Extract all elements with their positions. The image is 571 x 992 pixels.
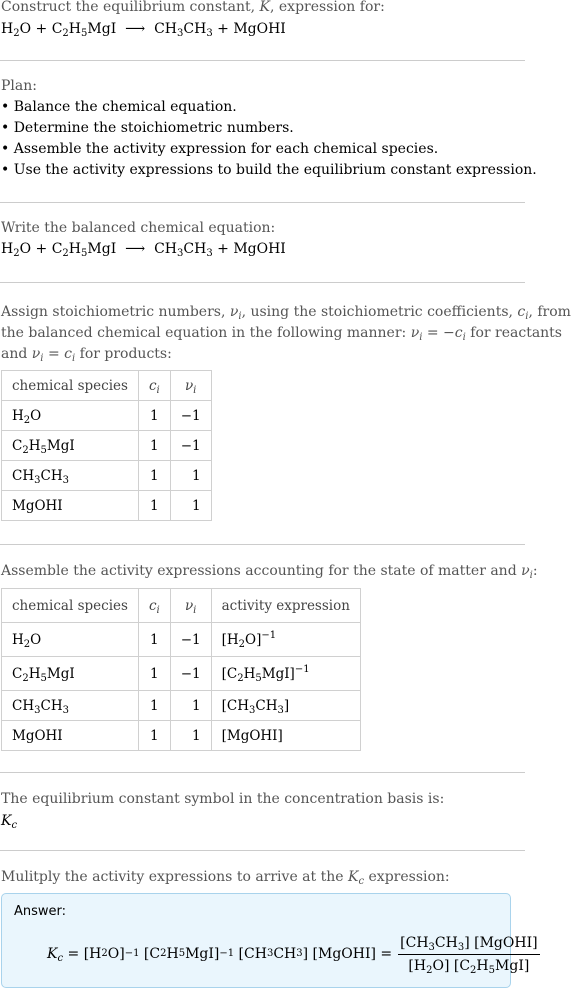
c-cell: 1 [138,491,170,521]
divider [0,282,525,283]
answer-fraction [398,935,539,974]
table-row [2,657,361,691]
column-header: chemical species [2,371,139,401]
nu-cell: 1 [170,721,211,751]
column-header: $\nu_i$ [170,589,211,623]
table-row [2,491,212,521]
column-header: activity expression [211,589,360,623]
stoich-text: the balanced chemical equation in the following manner: [1,325,411,341]
activity-text: Assemble the activity expressions accounting for the state of matter and [1,563,522,579]
column-header: chemical species [2,589,139,623]
stoich-line-1 [1,302,571,323]
kc-symbol: $K_c$ [1,813,18,831]
divider [0,772,525,773]
species-cell: $C_2H_5MgI$ [2,657,139,691]
species-cell: $H_2O$ [2,401,139,431]
multiply-title [1,867,450,888]
divider [0,544,525,545]
table-row [2,721,361,751]
nu-cell: −1 [170,623,211,657]
fraction-denominator: $[H_2O]$ $[C_2H_5MgI]$ [408,957,530,976]
column-header: $\nu_i$ [170,371,211,401]
symbol-title: The equilibrium constant symbol in the concentration basis is: [1,791,445,807]
table-header-row [2,371,212,401]
table-row [2,691,361,721]
column-header: $c_i$ [138,371,170,401]
nu-cell: −1 [170,657,211,691]
intro-text-b: , expression for: [270,0,385,15]
c-cell: 1 [138,431,170,461]
species-cell: $H_2O$ [2,623,139,657]
species-cell: $C_2H_5MgI$ [2,431,139,461]
multiply-text: expression: [364,869,450,885]
plan-title: Plan: [1,78,37,94]
c-symbol: $c_i$ [517,304,529,322]
fraction-numerator: $[CH_3CH_3]$ [MgOHI] [400,934,538,953]
c-cell: 1 [138,623,170,657]
table-row [2,623,361,657]
stoich-text: , from [528,304,571,320]
species-cell: $CH_3CH_3$ [2,691,139,721]
stoich-line-2 [1,323,562,344]
species-cell: MgOHI [2,721,139,751]
c-cell: 1 [138,691,170,721]
activity-table [1,588,361,751]
balanced-equation: $H_2O + C_2H_5MgI$ ⟶ $CH_3CH_3$ + MgOHI [1,241,286,259]
activity-cell: $[H_2O]^{-1}$ [211,623,360,657]
species-cell: MgOHI [2,491,139,521]
product-rule: $\nu_i = c_i$ [31,346,76,364]
k-symbol: K [259,0,270,15]
table-row [2,401,212,431]
plan-step: • Assemble the activity expression for each chemical species. [1,141,439,157]
nu-cell: −1 [170,431,211,461]
c-cell: 1 [138,461,170,491]
intro-text-a: Construct the equilibrium constant, [1,0,260,15]
c-cell: 1 [138,721,170,751]
stoich-table [1,370,212,521]
reaction-equation: $H_2O + C_2H_5MgI$ ⟶ $CH_3CH_3$ + MgOHI [1,21,286,39]
answer-label: Answer: [14,904,67,919]
stoich-line-3 [1,344,172,365]
table-header-row [2,589,361,623]
c-cell: 1 [138,657,170,691]
nu-cell: 1 [170,461,211,491]
stoich-text: Assign stoichiometric numbers, [1,304,230,320]
divider [0,60,525,61]
species-cell: $CH_3CH_3$ [2,461,139,491]
stoich-text: for products: [75,346,172,362]
c-cell: 1 [138,401,170,431]
activity-text: : [532,563,538,579]
nu-cell: 1 [170,691,211,721]
nu-cell: −1 [170,401,211,431]
activity-cell: $[CH_3CH_3]$ [211,691,360,721]
table-row [2,461,212,491]
divider [0,202,525,203]
answer-box [1,893,538,988]
table-row [2,431,212,461]
divider [0,850,525,851]
answer-expression: $K_c$ = [H 2 O] −1 [C 2 H 5 MgI] −1 [CH 3 CH 3 ] [MgOHI] = $\frac{[CH_3CH_3] [MgOHI]}{[H_2O] [C_2H_5MgI]}$ [47,934,538,976]
stoich-text: , using the stoichiometric coefficients, [241,304,518,320]
stoich-text: for reactants [465,325,562,341]
activity-title [1,561,538,582]
nu-symbol: $\nu_i$ [229,304,242,322]
reactant-rule: $\nu_i = -c_i$ [410,325,466,343]
activity-cell: [MgOHI] [211,721,360,751]
balanced-title: Write the balanced chemical equation: [1,220,276,236]
stoich-text: and [1,346,32,362]
nu-symbol: $\nu_i$ [521,563,533,581]
activity-cell: $[C_2H_5MgI]^{-1}$ [211,657,360,691]
plan-step: • Balance the chemical equation. [1,99,237,115]
plan-step: • Use the activity expressions to build the equilibrium constant expression. [1,162,537,178]
multiply-text: Mulitply the activity expressions to arrive at the [1,869,348,885]
kc-symbol: $K_c$ [347,869,365,887]
column-header: $c_i$ [138,589,170,623]
intro-text [1,0,385,18]
nu-cell: 1 [170,491,211,521]
plan-step: • Determine the stoichiometric numbers. [1,120,294,136]
